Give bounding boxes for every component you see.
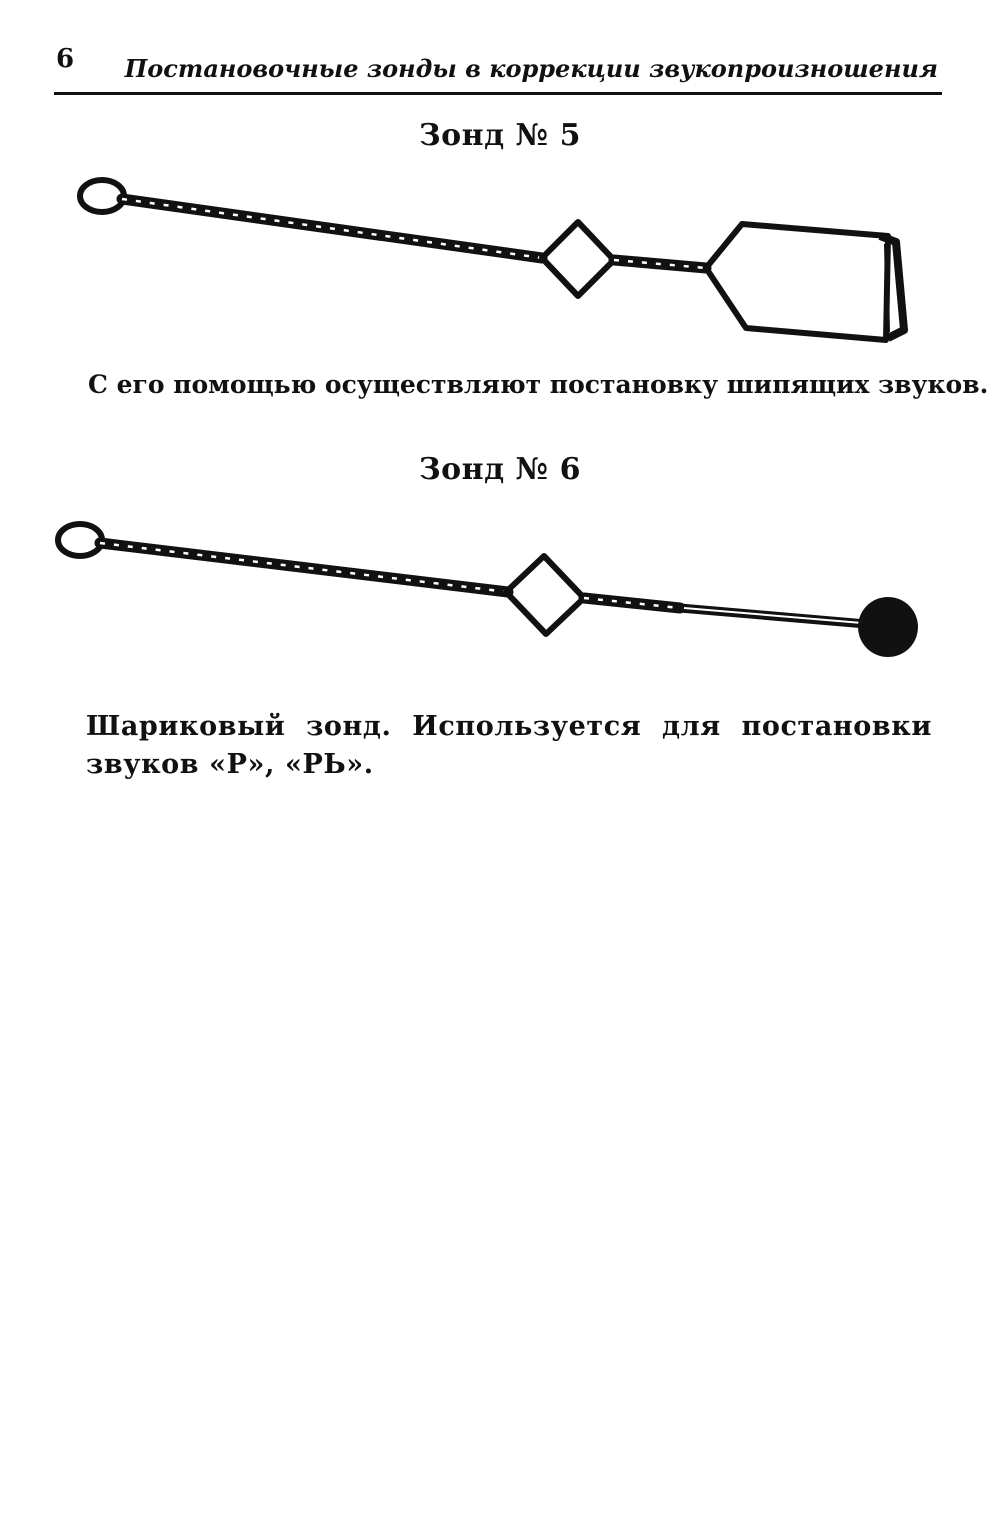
probe-6-diamond (506, 556, 584, 634)
header-rule (54, 92, 942, 95)
probe-6-ball (858, 597, 918, 657)
probe-5-title: Зонд № 5 (419, 118, 581, 153)
probe-5-spatula (706, 224, 888, 340)
probe-5-illustration (0, 160, 1000, 360)
page-number: 6 (56, 44, 75, 74)
probe-5-diamond (542, 222, 614, 296)
probe-6-caption: Шариковый зонд. Используется для постановки звуков «Р», «РЬ». (86, 711, 932, 780)
probe-6-shaft (100, 543, 508, 592)
probe-6-title: Зонд № 6 (419, 452, 581, 487)
probe-5-caption: С его помощью осуществляют постановку шипящих звуков. (88, 370, 989, 399)
running-title: Постановочные зонды в коррекции звукопроизношения (124, 54, 938, 83)
probe-6-illustration (0, 500, 1000, 680)
